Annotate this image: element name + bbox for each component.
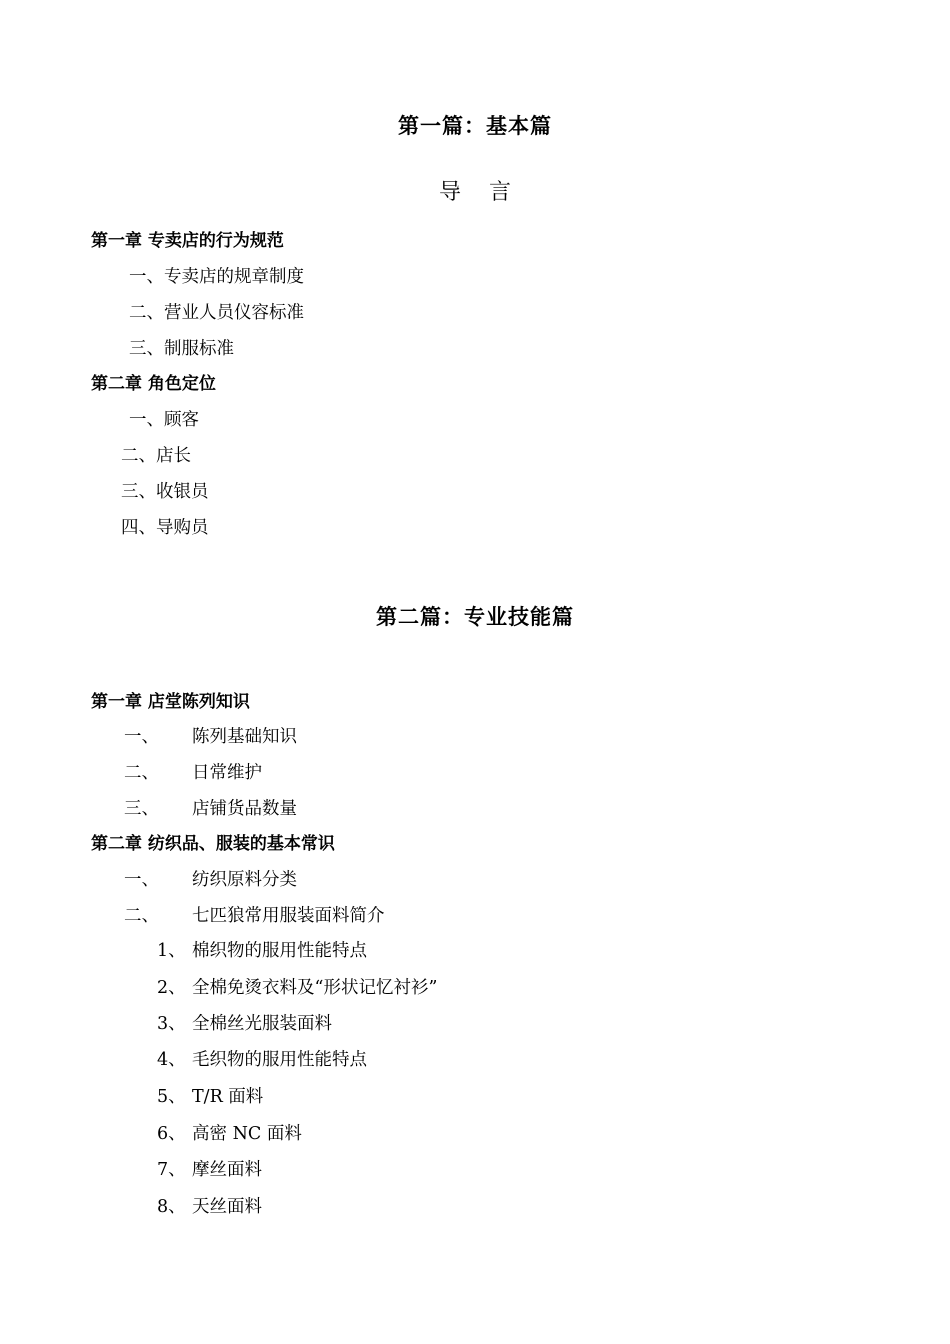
part2-title: 第二篇：专业技能篇 (376, 605, 574, 629)
item-number: 5、 (157, 1087, 186, 1107)
item-text: 店铺货品数量 (192, 799, 297, 819)
sub-list-item (157, 1052, 367, 1070)
item-number: 三、 (124, 799, 159, 819)
item-text: 全棉免烫衣料及“形状记忆衬衫” (192, 978, 438, 998)
part2-chapter1-title: 第一章 店堂陈列知识 (91, 692, 250, 712)
list-item: 二、营业人员仪容标准 (129, 303, 304, 323)
list-item: 一、专卖店的规章制度 (129, 267, 304, 287)
list-item (124, 908, 385, 926)
item-text: 毛织物的服用性能特点 (192, 1050, 367, 1070)
item-number: 二、 (124, 906, 159, 926)
item-text: 天丝面料 (192, 1197, 262, 1217)
list-item (124, 765, 262, 783)
sub-list-item (157, 1089, 263, 1107)
item-text: 纺织原料分类 (192, 870, 297, 890)
item-number: 1、 (157, 941, 186, 961)
list-item: 二、店长 (121, 446, 191, 466)
sub-list-item (157, 1162, 262, 1180)
item-text: T/R 面料 (192, 1087, 264, 1107)
item-number: 8、 (157, 1197, 186, 1217)
item-number: 一、 (124, 870, 159, 890)
item-text: 高密 NC 面料 (192, 1124, 302, 1144)
item-text: 日常维护 (192, 763, 262, 783)
item-number: 3、 (157, 1014, 186, 1034)
item-number: 6、 (157, 1124, 186, 1144)
part1-title: 第一篇：基本篇 (398, 114, 552, 138)
item-number: 一、 (124, 727, 159, 747)
item-number: 7、 (157, 1160, 186, 1180)
list-item: 三、制服标准 (129, 339, 234, 359)
list-item (124, 872, 297, 890)
item-number: 2、 (157, 978, 186, 998)
item-text: 全棉丝光服装面料 (192, 1014, 332, 1034)
item-text: 七匹狼常用服装面料简介 (192, 906, 385, 926)
sub-list-item (157, 1016, 332, 1034)
list-item: 三、收银员 (121, 482, 209, 502)
list-item (124, 729, 297, 747)
sub-list-item (157, 943, 367, 961)
list-item: 一、顾客 (129, 410, 199, 430)
list-item: 四、导购员 (121, 518, 209, 538)
list-item (124, 801, 297, 819)
intro-heading: 导言 (438, 180, 539, 205)
sub-list-item (157, 980, 437, 998)
item-number: 二、 (124, 763, 159, 783)
item-text: 棉织物的服用性能特点 (192, 941, 367, 961)
sub-list-item (157, 1199, 262, 1217)
part1-chapter2-title: 第二章 角色定位 (91, 374, 216, 394)
item-number: 4、 (157, 1050, 186, 1070)
part2-chapter2-title: 第二章 纺织品、服装的基本常识 (91, 834, 335, 854)
item-text: 摩丝面料 (192, 1160, 262, 1180)
item-text: 陈列基础知识 (192, 727, 297, 747)
part1-chapter1-title: 第一章 专卖店的行为规范 (91, 231, 284, 251)
sub-list-item (157, 1126, 302, 1144)
